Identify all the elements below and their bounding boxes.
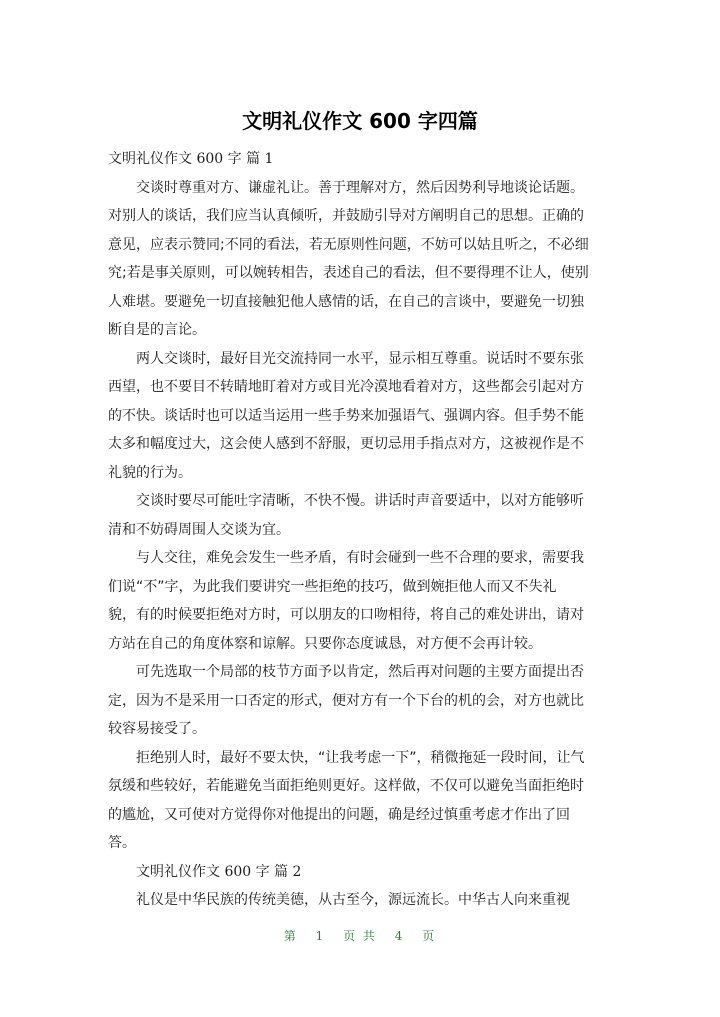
- section-heading: 文明礼仪作文 600 字 篇 2: [136, 863, 302, 880]
- text-line: 较容易接受了。: [108, 721, 206, 737]
- text-line: 礼仪是中华民族的传统美德，从古至今，源远流长。中华古人向来重视: [136, 892, 570, 908]
- text-line: 氛缓和些较好，若能避免当面拒绝则更好。这样做，不仅可以避免当面拒绝时: [108, 778, 584, 794]
- text-line: 断自是的言论。: [108, 322, 206, 338]
- text-line: 与人交往，难免会发生一些矛盾，有时会碰到一些不合理的要求，需要我: [136, 550, 584, 566]
- text-line: 太多和幅度过大，这会使人感到不舒服，更切忌用手指点对方，这被视作是不: [108, 436, 584, 452]
- footer-page-label: 第: [283, 929, 298, 943]
- footer-page-of: 页 共: [343, 929, 377, 943]
- text-line: 可先选取一个局部的枝节方面予以肯定，然后再对问题的主要方面提出否: [136, 664, 584, 680]
- text-line: 的尴尬，又可使对方觉得你对他提出的问题，确是经过慎重考虑才作出了回: [108, 806, 570, 823]
- text-line: 定，因为不是采用一口否定的形式，便对方有一个下台的机的会，对方也就比: [108, 692, 584, 709]
- text-line: 两人交谈时，最好目光交流持同一水平，显示相互尊重。说话时不要东张: [136, 350, 584, 367]
- text-line: 清和不妨碍周围人交谈为宜。: [108, 521, 290, 538]
- text-line: 方站在自己的角度体察和谅解。只要你态度诚恳，对方便不会再计较。: [108, 635, 542, 652]
- document-title: 文明礼仪作文 600 字四篇: [242, 109, 478, 133]
- text-line: 对别人的谈话，我们应当认真倾听，并鼓励引导对方阐明自己的思想。正确的: [108, 208, 584, 224]
- footer-total-pages: 4: [394, 929, 405, 943]
- text-line: 交谈时尊重对方、谦虚礼让。善于理解对方，然后因势利导地谈论话题。: [136, 179, 584, 196]
- text-line: 貌，有的时候要拒绝对方时，可以朋友的口吻相待，将自己的难处讲出，请对: [108, 607, 584, 623]
- page-footer: [0, 927, 720, 945]
- text-line: 交谈时要尽可能吐字清晰，不快不慢。讲话时声音要适中，以对方能够听: [136, 493, 584, 509]
- text-line: 们说“不”字，为此我们要讲究一些拒绝的技巧，做到婉拒他人而又不失礼: [108, 578, 557, 595]
- text-line: 拒绝别人时，最好不要太快，“让我考虑一下”，稍微拖延一段时间，让气: [136, 749, 585, 766]
- document-body: [108, 145, 608, 915]
- text-line: 答。: [108, 835, 136, 851]
- text-line: 人难堪。要避免一切直接触犯他人感情的话，在自己的言谈中，要避免一切独: [108, 293, 584, 310]
- text-line: 究;若是事关原则，可以婉转相告，表述自己的看法，但不要得理不让人，使别: [108, 265, 589, 281]
- section-heading: 文明礼仪作文 600 字 篇 1: [108, 151, 274, 167]
- text-line: 礼貌的行为。: [108, 464, 192, 481]
- text-line: 的不快。谈话时也可以适当运用一些手势来加强语气、强调内容。但手势不能: [108, 407, 584, 424]
- text-line: 意见，应表示赞同;不同的看法，若无原则性问题，不妨可以姑且听之，不必细: [108, 236, 589, 253]
- footer-current-page: 1: [315, 929, 326, 943]
- text-line: 西望，也不要目不转睛地盯着对方或目光冷漠地看着对方，这些都会引起对方: [108, 379, 584, 395]
- footer-page-suffix: 页: [422, 929, 437, 943]
